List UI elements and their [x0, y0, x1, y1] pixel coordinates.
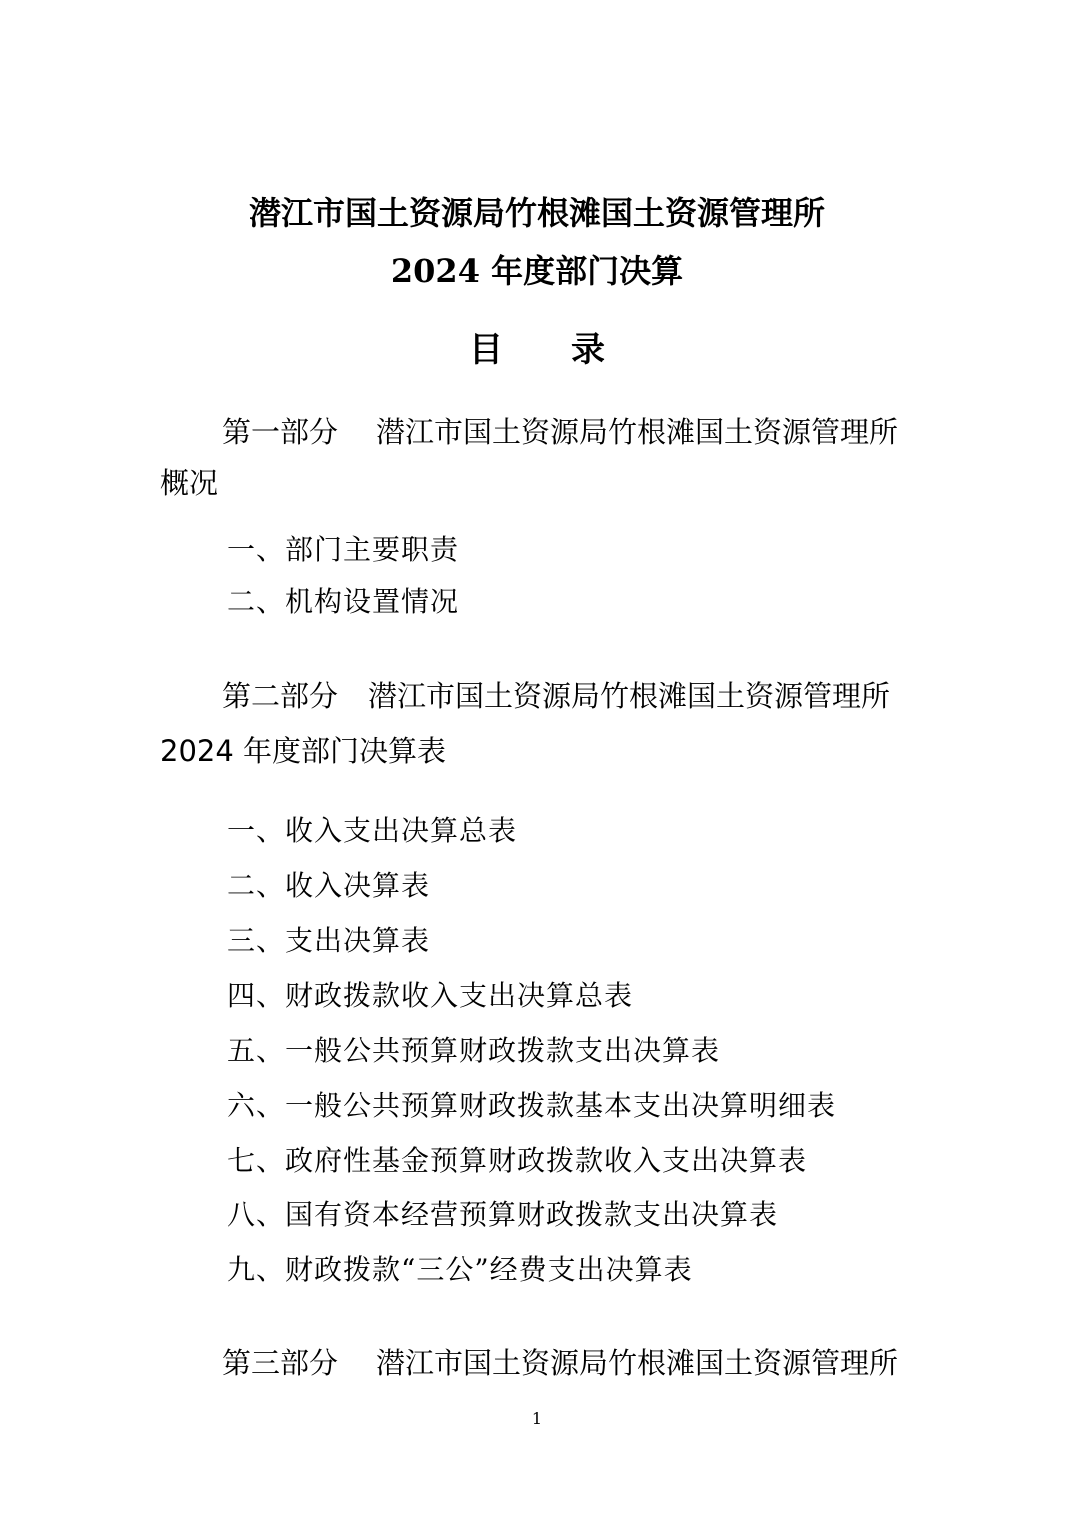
- document-title-line-2: 2024 年度部门决算: [390, 252, 684, 290]
- section-3-heading-line-1: [222, 1343, 898, 1383]
- section-3-org-name: 潜江市国土资源局竹根滩国土资源管理所: [376, 1346, 899, 1380]
- toc-item: 二、机构设置情况: [227, 585, 460, 618]
- document-title-line-1: 潜江市国土资源局竹根滩国土资源管理所: [248, 194, 825, 232]
- section-2-org-name: 潜江市国土资源局竹根滩国土资源管理所: [368, 679, 891, 713]
- section-3-part-label: 第三部分: [222, 1346, 339, 1380]
- section-2-heading-line-1: [222, 676, 890, 716]
- toc-item: 九、财政拨款“三公”经费支出决算表: [227, 1253, 693, 1286]
- section-2-part-label: 第二部分: [222, 679, 339, 713]
- toc-item: 八、国有资本经营预算财政拨款支出决算表: [227, 1198, 779, 1231]
- toc-title: 目 录: [469, 330, 605, 370]
- toc-item: 二、收入决算表: [227, 869, 431, 902]
- section-1-org-name: 潜江市国土资源局竹根滩国土资源管理所: [376, 415, 899, 449]
- page-number: 1: [531, 1409, 543, 1428]
- section-2-heading-line-2: 2024 年度部门决算表: [160, 734, 447, 768]
- section-1-part-label: 第一部分: [222, 415, 339, 449]
- toc-item: 五、一般公共预算财政拨款支出决算表: [227, 1034, 721, 1067]
- toc-item: 六、一般公共预算财政拨款基本支出决算明细表: [227, 1089, 837, 1122]
- toc-item: 三、支出决算表: [227, 924, 431, 957]
- toc-item: 四、财政拨款收入支出决算总表: [227, 979, 634, 1012]
- section-1-heading-line-1: [222, 412, 898, 452]
- section-1-heading-line-2: 概况: [160, 466, 219, 500]
- toc-item: 一、收入支出决算总表: [227, 814, 518, 847]
- toc-item: 七、政府性基金预算财政拨款收入支出决算表: [227, 1144, 808, 1177]
- toc-item: 一、部门主要职责: [227, 533, 460, 566]
